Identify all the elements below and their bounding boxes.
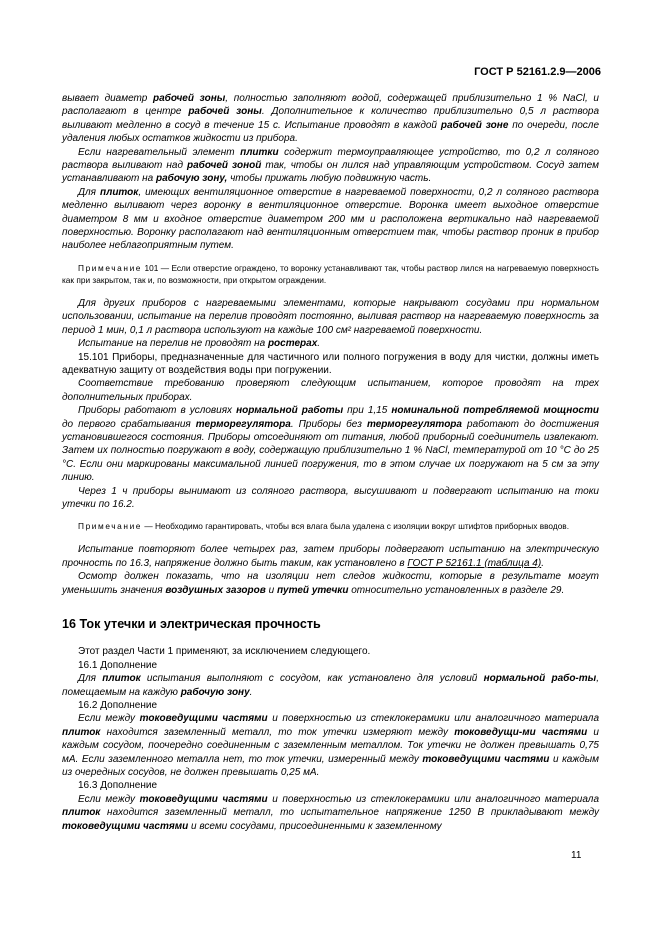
paragraph-16-3: Если между токоведущими частями и поверхностью из стеклокерамики или аналогичного материала плиток находится заземленный металл, то испытательное напряжение 1250 В прикладывают между токоведущими частями и всеми сосудами, присоединенными к заземленному (62, 793, 600, 832)
paragraph-thermal-control: Если нагревательный элемент плитки содержит термоуправляющее устройство, то 0,2 л соляного раствора выливают над рабочей зоной так, чтобы он лился над управляющим устройством. Сосуд затем устанавливают на рабочую зону, чтобы прижать любую подвижную часть. (62, 146, 599, 185)
document-body (62, 92, 599, 833)
clause-16-2: 16.2 Дополнение (78, 700, 158, 712)
paragraph-other-appliances: Для других приборов с нагреваемыми элементами, которые накрывают сосудами при нормальном использовании, испытание на перелив проводят постоянно, выливая раствор на нагреваемую поверхность за период 1 мин, 0,1 л раствора используют на каждые 100 см² нагреваемой поверхности. (62, 297, 599, 336)
note-moisture: Примечание — Необходимо гарантировать, чтобы вся влага была удалена с изоляции вокруг штифтов приборных вводов. (78, 521, 570, 532)
paragraph-immersion-test: Приборы работают в условиях нормальной работы при 1,15 номинальной потребляемой мощности до первого срабатывания терморегулятора. Приборы без терморегулятора работают до достижения установившегося состояния. Приборы отсоединяют от питания, любой приборный соединитель извлекают. Затем их полностью погружают в воду, содержащую приблизительно 1 % NaCl, температурой от 10 °С до 25 °С. Если они маркированы максимальной линией погружения, то в этом случае их погружают на 5 см за эту линию. (62, 405, 599, 484)
paragraph-16-1: Для плиток испытания выполняют с сосудом, как установлено для условий нормальной рабо-ты, помещаемым на каждую рабочую зону. (62, 673, 599, 698)
paragraph-ventilation-funnel: Для плиток, имеющих вентиляционное отверстие в нагреваемой поверхности, 0,2 л соляного раствора медленно выливают через воронку в вентиляционное отверстие. Воронка имеет выходное отверстие диаметром 8 мм и входное отверстие диаметром 200 мм и расположена вертикально над нагреваемой поверхностью. Воронку располагают над вентиляционным отверстием так, чтобы раствор проник в прибор наиболее неблагоприятным путем. (62, 186, 599, 252)
paragraph-drying: Через 1 ч приборы вынимают из соляного раствора, высушивают и подвергают испытанию на токи утечки по 16.2. (62, 485, 599, 510)
paragraph-repeat-test: Испытание повторяют более четырех раз, затем приборы подвергают испытанию на электрическую прочность по 16.3, напряжение должно быть таким, как установлено в ГОСТ Р 52161.1 (таблица 4). (62, 544, 599, 569)
paragraph-roasters: Испытание на перелив не проводят на ростерах. (78, 338, 321, 350)
page-number: 11 (571, 850, 582, 861)
clause-15-101: 15.101 Приборы, предназначенные для частичного или полного погружения в воду для чистки, должны иметь адекватную защиту от воздействия воды при погружении. (62, 351, 599, 376)
paragraph-compliance: Соответствие требованию проверяют следующим испытанием, которое проводят на трех дополнительных приборах. (62, 378, 599, 403)
section-16-intro: Этот раздел Части 1 применяют, за исключением следующего. (78, 646, 371, 658)
note-101: Примечание 101 — Если отверстие ограждено, то воронку устанавливают так, чтобы раствор лился на нагреваемую поверхность как при закрытом, так и, по возможности, при открытом ограждении. (62, 262, 599, 285)
paragraph-salt-solution: вывает диаметр рабочей зоны, полностью заполняют водой, содержащей приблизительно 1 % NaCl, и располагают в центре рабочей зоны. Дополнительное к количество приблизительно 0,5 л раствора выливают медленно в сосуд в течение 15 с. Испытание проводят в каждой рабочей зоне по очереди, после удаления любых остатков жидкости из прибора. (62, 93, 600, 145)
section-16-heading: 16 Ток утечки и электрическая прочность (62, 617, 321, 631)
clause-16-3: 16.3 Дополнение (78, 780, 158, 792)
gost-reference-link[interactable]: ГОСТ Р 52161.1 (таблица 4) (407, 557, 542, 569)
page-header: ГОСТ Р 52161.2.9—2006 (474, 66, 601, 78)
paragraph-inspection: Осмотр должен показать, что на изоляции нет следов жидкости, которые в результате могут уменьшить значения воздушных зазоров и путей утечки относительно установленных в разделе 29. (62, 571, 599, 596)
clause-16-1: 16.1 Дополнение (78, 659, 158, 671)
paragraph-16-2: Если между токоведущими частями и поверхностью из стеклокерамики или аналогичного материала плиток находится заземленный металл, то ток утечки измеряют между токоведущи-ми частями и каждым сосудом, поочередно соединенным с заземленным металлом. Ток утечки не должен превышать 0,75 мА. Если заземленного металла нет, то ток утечки, измеренный между токоведущими частями и каждым из очередных сосудов, не должен превышать 0,25 мА. (62, 713, 600, 779)
